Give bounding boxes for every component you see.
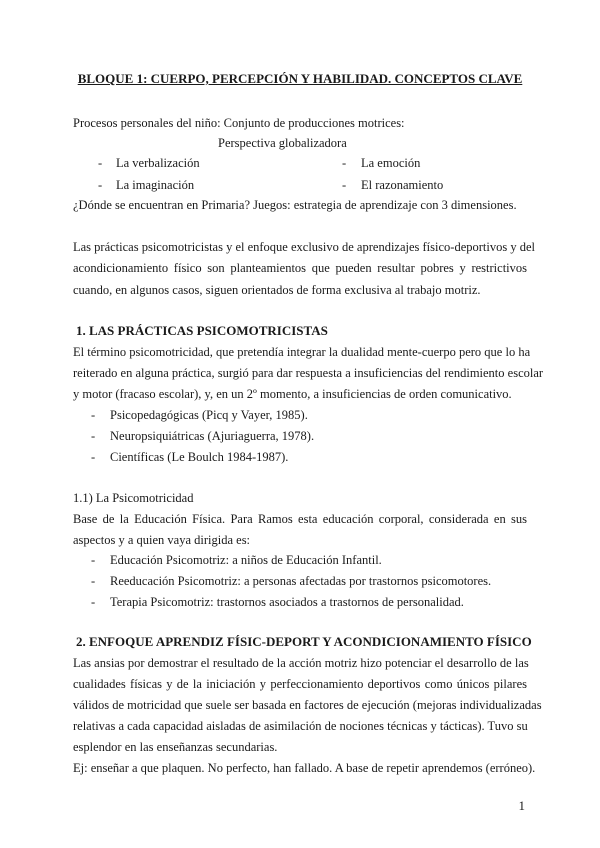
list-item: Científicas (Le Boulch 1984-1987). [110,450,289,464]
bullet-dash: - [342,156,347,170]
intro-center-label: Perspectiva globalizadora [218,136,347,150]
intro-item: El razonamiento [361,178,444,192]
page-number: 1 [518,798,525,813]
intro-question: ¿Dónde se encuentran en Primaria? Juegos: estrategia de aprendizaje con 3 dimensiones. [73,198,517,212]
bullet-dash: - [342,178,347,192]
intro-item: La verbalización [116,156,200,170]
page-title: BLOQUE 1: CUERPO, PERCEPCIÓN Y HABILIDAD. CONCEPTOS CLAVE [77,71,523,86]
list-item: Educación Psicomotriz: a niños de Educación Infantil. [110,553,382,567]
paragraph-line: El término psicomotricidad, que pretendía integrar la dualidad mente-cuerpo pero que lo ha [73,345,531,359]
bullet-dash: - [91,429,96,443]
bullet-dash: - [91,595,96,609]
paragraph-line: relativas a cada capacidad aisladas de asimilación de nociones técnicas y tácticas). Tuvo su [73,719,528,733]
intro-item: La emoción [361,156,421,170]
bullet-dash: - [91,553,96,567]
paragraph-line: Las prácticas psicomotricistas y el enfoque exclusivo de aprendizajes físico-deportivos y del [73,240,535,254]
list-item: Neuropsiquiátricas (Ajuriaguerra, 1978). [110,429,315,443]
paragraph-line: reiterado en alguna práctica, surgió para dar respuesta a insuficiencias del rendimiento escolar [73,366,544,380]
subsection-heading: 1.1) La Psicomotricidad [73,491,194,505]
intro-line: Procesos personales del niño: Conjunto de producciones motrices: [73,116,405,130]
bullet-dash: - [98,156,103,170]
paragraph-line: acondicionamiento físico son planteamientos que pueden resultar pobres y restrictivos [73,261,527,275]
paragraph-line: cualidades físicas y de la iniciación y perfeccionamiento deportivos como únicos pilares [73,677,527,691]
intro-item: La imaginación [116,178,195,192]
paragraph-line: esplendor en las enseñanzas secundarias. [73,740,278,754]
bullet-dash: - [91,574,96,588]
paragraph-line: válidos de motricidad que suele ser basada en factores de ejecución (mejoras individualizadas [73,698,542,712]
bullet-dash: - [98,178,103,192]
bullet-dash: - [91,450,96,464]
list-item: Terapia Psicomotriz: trastornos asociados a trastornos de personalidad. [110,595,464,609]
paragraph-line: Base de la Educación Física. Para Ramos esta educación corporal, considerada en sus [73,512,527,526]
paragraph-line: cuando, en algunos casos, siguen orientados de forma exclusiva al trabajo motriz. [73,283,481,297]
list-item: Psicopedagógicas (Picq y Vayer, 1985). [110,408,308,422]
section-heading: 1. LAS PRÁCTICAS PSICOMOTRICISTAS [76,323,328,338]
paragraph-line: Las ansias por demostrar el resultado de la acción motriz hizo potenciar el desarrollo de las [73,656,529,670]
list-item: Reeducación Psicomotriz: a personas afectadas por trastornos psicomotores. [110,574,492,588]
section-heading: 2. ENFOQUE APRENDIZ FÍSIC-DEPORT Y ACONDICIONAMIENTO FÍSICO [76,634,532,649]
paragraph-line: Ej: enseñar a que plaquen. No perfecto, han fallado. A base de repetir aprendemos (erróneo). [73,761,536,775]
bullet-dash: - [91,408,96,422]
paragraph-line: aspectos y a quien vaya dirigida es: [73,533,251,547]
paragraph-line: y motor (fracaso escolar), y, en un 2º momento, a insuficiencias de orden comunicativo. [73,387,512,401]
